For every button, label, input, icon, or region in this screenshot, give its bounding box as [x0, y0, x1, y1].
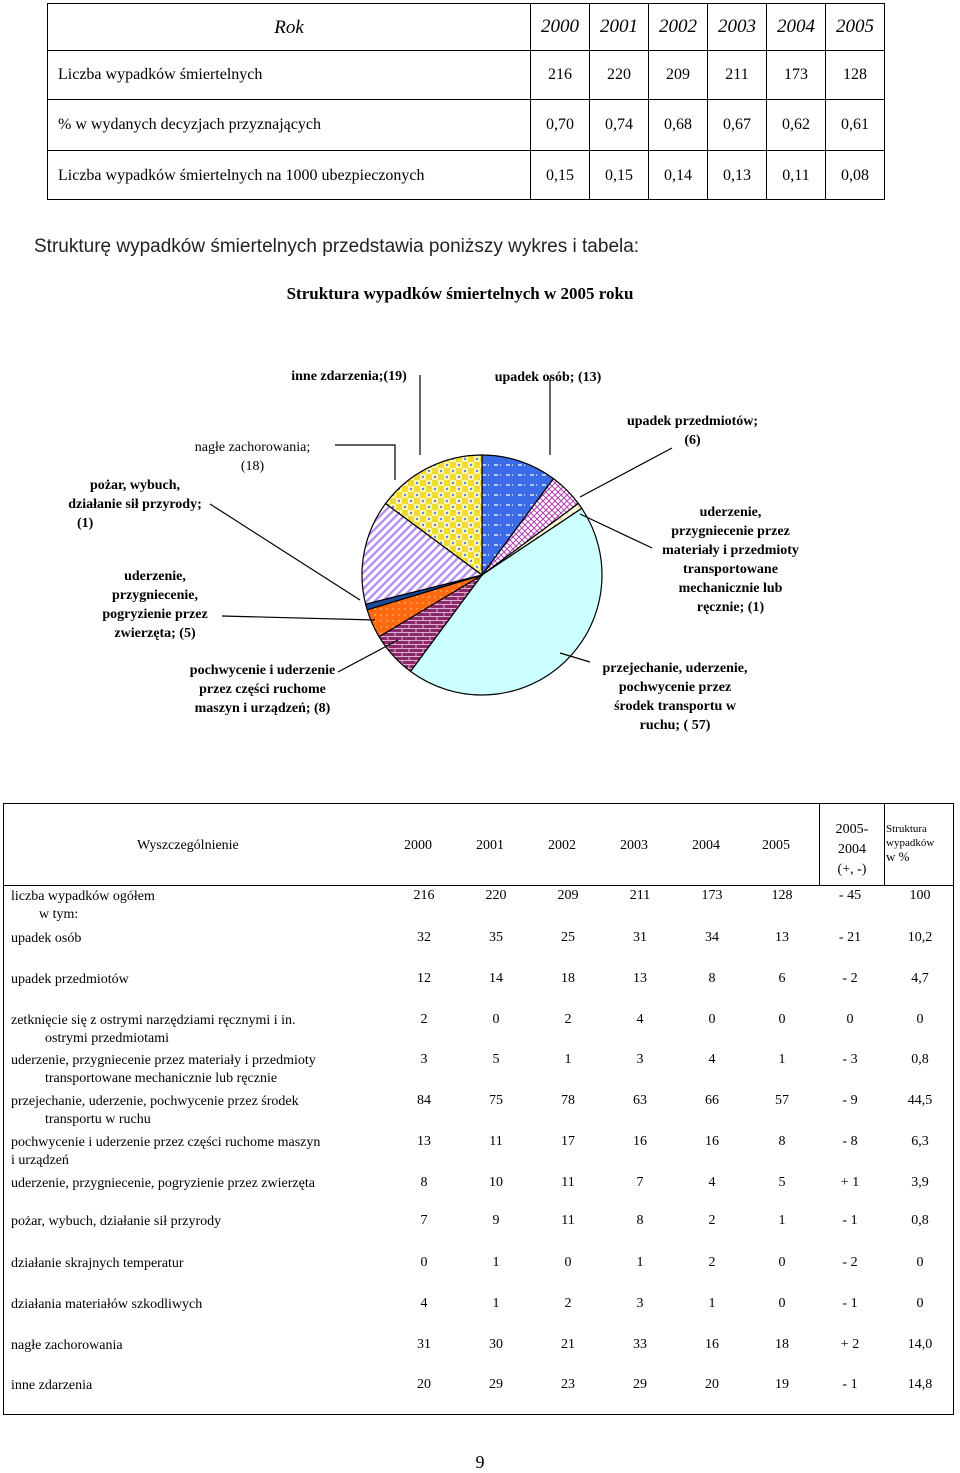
table-cell: 29 — [489, 1377, 503, 1392]
row-label-line: pochwycenie i uderzenie przez części ruchome maszyn — [11, 1135, 321, 1150]
table-cell: 2 — [420, 1012, 428, 1027]
table-cell: 0,68 — [649, 100, 708, 151]
table-cell: 0 — [420, 1255, 428, 1270]
row-label — [11, 1012, 296, 1048]
table-cell: 220 — [590, 51, 649, 100]
row-label — [11, 1296, 202, 1314]
table-cell: 1 — [492, 1255, 500, 1270]
table-cell: 0,67 — [708, 100, 767, 151]
table-cell: 1 — [778, 1052, 786, 1067]
table-cell: 31 — [633, 930, 647, 945]
table-cell: 35 — [489, 930, 503, 945]
table-cell: 2 — [708, 1255, 716, 1270]
table-cell: 211 — [629, 888, 651, 903]
table-cell: 4 — [708, 1175, 716, 1190]
label-text: zwierzęta; (5) — [114, 626, 196, 641]
table-cell: - 21 — [838, 930, 862, 945]
table-cell: 2 — [564, 1012, 572, 1027]
year-header: 2002 — [649, 4, 708, 51]
table-cell: 216 — [413, 888, 435, 903]
label-text: przygniecenie, — [112, 588, 198, 603]
label-inne — [274, 367, 424, 386]
table-cell: 18 — [561, 971, 575, 986]
table-cell: 12 — [417, 971, 431, 986]
table-cell: 128 — [826, 51, 885, 100]
year-header: 2000 — [404, 838, 432, 853]
table-cell: 0 — [916, 1296, 924, 1311]
label-text: ruchu; ( 57) — [639, 718, 711, 733]
table-cell: 16 — [705, 1134, 719, 1149]
table-cell: 25 — [561, 930, 575, 945]
table-cell: 10,2 — [907, 930, 933, 945]
table-cell: 33 — [633, 1337, 647, 1352]
row-label-line: transportowane mechanicznie lub ręcznie — [45, 1071, 278, 1086]
header-text: w % — [886, 849, 910, 864]
leader-line — [210, 504, 360, 600]
table-cell: 11 — [489, 1134, 503, 1149]
table-cell: 57 — [775, 1093, 789, 1108]
table-cell: 8 — [420, 1175, 428, 1190]
row-label-line: liczba wypadków ogółem — [11, 889, 155, 904]
row-label: Liczba wypadków śmiertelnych na 1000 ubezpieczonych — [48, 151, 531, 200]
table-cell: 10 — [489, 1175, 503, 1190]
table-cell: 11 — [561, 1175, 575, 1190]
table-cell: 9 — [492, 1213, 500, 1228]
table-cell: 100 — [909, 888, 931, 903]
table-cell: 209 — [649, 51, 708, 100]
table-cell: - 8 — [842, 1134, 858, 1149]
header-text: (+, -) — [837, 862, 867, 877]
year-header: 2004 — [767, 4, 826, 51]
table-cell: 13 — [775, 930, 789, 945]
year-header: 2004 — [692, 838, 720, 853]
label-text: pochwycenie i uderzenie — [189, 663, 336, 678]
table-cell: 220 — [485, 888, 507, 903]
label-text: działanie sił przyrody; — [68, 497, 202, 512]
table-cell: 30 — [489, 1337, 503, 1352]
row-label-line: nagłe zachorowania — [11, 1338, 123, 1353]
label-text: inne zdarzenia;(19) — [291, 369, 407, 384]
row-label-line: transportu w ruchu — [45, 1112, 151, 1127]
table-cell: 128 — [771, 888, 793, 903]
table-cell: 14,0 — [907, 1337, 933, 1352]
table-cell: 1 — [564, 1052, 572, 1067]
row-label — [11, 888, 155, 924]
row-label: % w wydanych decyzjach przyznających — [48, 100, 531, 151]
label-text: przygniecenie przez — [671, 524, 790, 539]
label-text: (6) — [684, 433, 701, 448]
label-nagle-zachorowania — [175, 438, 330, 476]
label-text: mechanicznie lub — [678, 581, 783, 596]
table-cell: 2 — [564, 1296, 572, 1311]
table-cell: 13 — [417, 1134, 431, 1149]
row-label-line: w tym: — [39, 907, 79, 922]
table-cell: - 2 — [842, 1255, 858, 1270]
table-cell: 0,8 — [911, 1052, 929, 1067]
table-cell: 0,70 — [531, 100, 590, 151]
table-cell: 0 — [492, 1012, 500, 1027]
label-text: uderzenie, — [124, 569, 186, 584]
diff-header — [820, 820, 884, 880]
label-maszyny — [170, 661, 355, 718]
label-text: upadek osób; (13) — [494, 370, 602, 385]
label-text: (18) — [240, 459, 265, 474]
row-label-line: upadek osób — [11, 931, 82, 946]
leader-line — [335, 445, 395, 480]
row-label-line: działania materiałów szkodliwych — [11, 1297, 203, 1312]
column-header-label: Wyszczególnienie — [137, 838, 239, 853]
table-cell: 0 — [564, 1255, 572, 1270]
row-label — [11, 1093, 299, 1129]
table-cell: 1 — [636, 1255, 644, 1270]
label-text: pochwycenie przez — [618, 680, 732, 695]
label-pozar — [55, 476, 215, 533]
label-text: materiały i przedmioty — [662, 543, 799, 558]
table-cell: 5 — [778, 1175, 786, 1190]
table-cell: 0 — [708, 1012, 716, 1027]
table-cell: 1 — [778, 1213, 786, 1228]
table-cell: 173 — [767, 51, 826, 100]
row-label-line: uderzenie, przygniecenie przez materiały i przedmioty — [11, 1053, 316, 1068]
table-cell: 1 — [492, 1296, 500, 1311]
table-cell: 18 — [775, 1337, 789, 1352]
table-cell: 13 — [633, 971, 647, 986]
table-cell: - 1 — [842, 1213, 858, 1228]
table-cell: 0 — [916, 1012, 924, 1027]
table-cell: 8 — [778, 1134, 786, 1149]
table-cell: 20 — [417, 1377, 431, 1392]
year-header: 2000 — [531, 4, 590, 51]
label-text: ręcznie; (1) — [696, 600, 765, 615]
leader-line — [580, 448, 672, 497]
row-label-line: zetknięcie się z ostrymi narzędziami ręcznymi i in. — [11, 1013, 296, 1028]
table-cell: 0 — [778, 1296, 786, 1311]
table-cell: 32 — [417, 930, 431, 945]
table-cell: 44,5 — [907, 1093, 933, 1108]
year-header-label: Rok — [48, 4, 531, 51]
table-cell: 4 — [636, 1012, 644, 1027]
label-upadek-przedmiotow — [610, 412, 775, 450]
label-text: uderzenie, — [699, 505, 762, 520]
label-upadek-osob — [478, 368, 618, 387]
table-cell: 0,62 — [767, 100, 826, 151]
table-cell: 0 — [916, 1255, 924, 1270]
label-text: transportowane — [683, 562, 778, 577]
label-text: (1) — [77, 516, 94, 531]
table-cell: 0 — [778, 1255, 786, 1270]
table-cell: 20 — [705, 1377, 719, 1392]
row-label — [11, 1255, 184, 1273]
row-label-line: uderzenie, przygniecenie, pogryzienie przez zwierzęta — [11, 1176, 315, 1191]
table-cell: - 1 — [842, 1377, 858, 1392]
table-cell: - 3 — [842, 1052, 858, 1067]
label-text: maszyn i urządzeń; (8) — [194, 701, 331, 716]
table-cell: 3 — [420, 1052, 428, 1067]
header-text: 2004 — [838, 842, 866, 857]
table-cell: 0,13 — [708, 151, 767, 200]
table-cell: 78 — [561, 1093, 575, 1108]
table-cell: 0,08 — [826, 151, 885, 200]
row-label-line: przejechanie, uderzenie, pochwycenie przez środek — [11, 1094, 299, 1109]
table-cell: + 1 — [840, 1175, 860, 1190]
table-cell: 5 — [492, 1052, 500, 1067]
table-cell: 4,7 — [911, 971, 929, 986]
label-materialy — [643, 503, 818, 617]
row-label — [11, 1175, 315, 1193]
table-cell: 0,61 — [826, 100, 885, 151]
header-text: 2005- — [835, 822, 869, 837]
table-cell: 6 — [778, 971, 786, 986]
label-text: środek transportu w — [614, 699, 736, 714]
chart-title: Struktura wypadków śmiertelnych w 2005 roku — [286, 284, 634, 303]
table-cell: 34 — [705, 930, 719, 945]
table-cell: 6,3 — [911, 1134, 929, 1149]
table-cell: 11 — [561, 1213, 575, 1228]
table-cell: 8 — [636, 1213, 644, 1228]
label-zwierzeta — [85, 567, 225, 643]
table-cell: 19 — [775, 1377, 789, 1392]
table-cell: 0 — [846, 1012, 854, 1027]
table-cell: 23 — [561, 1377, 575, 1392]
table-cell: 2 — [708, 1213, 716, 1228]
table-cell: - 9 — [842, 1093, 858, 1108]
page-number: 9 — [475, 1452, 485, 1472]
year-header: 2003 — [708, 4, 767, 51]
year-header: 2003 — [620, 838, 648, 853]
table-cell: 1 — [708, 1296, 716, 1311]
year-header: 2005 — [826, 4, 885, 51]
table-cell: 4 — [420, 1296, 428, 1311]
header-divider — [4, 885, 953, 886]
table-cell: - 45 — [838, 888, 862, 903]
table-cell: 14,8 — [907, 1377, 933, 1392]
table-cell: 8 — [708, 971, 716, 986]
table-cell: 16 — [705, 1337, 719, 1352]
row-label-line: pożar, wybuch, działanie sił przyrody — [11, 1214, 222, 1229]
table-cell: 63 — [633, 1093, 647, 1108]
table-cell: 0,15 — [590, 151, 649, 200]
table-cell: 66 — [705, 1093, 719, 1108]
row-label — [11, 1377, 92, 1395]
table-cell: 21 — [561, 1337, 575, 1352]
row-label: Liczba wypadków śmiertelnych — [48, 51, 531, 100]
table-cell: 0 — [778, 1012, 786, 1027]
structure-header — [886, 822, 952, 864]
table-cell: 3 — [636, 1296, 644, 1311]
row-label — [11, 1213, 221, 1231]
label-text: przejechanie, uderzenie, — [602, 661, 748, 676]
table-cell: 7 — [636, 1175, 644, 1190]
leader-line — [222, 616, 375, 620]
table-cell: 31 — [417, 1337, 431, 1352]
table-cell: 3 — [636, 1052, 644, 1067]
table-cell: 3,9 — [911, 1175, 929, 1190]
row-label — [11, 930, 81, 948]
table-cell: 7 — [420, 1213, 428, 1228]
row-label-line: i urządzeń — [11, 1153, 69, 1168]
row-label — [11, 1052, 316, 1088]
year-header: 2005 — [762, 838, 790, 853]
label-transport — [575, 659, 775, 735]
table-cell: 75 — [489, 1093, 503, 1108]
label-text: przez części ruchome — [199, 682, 326, 697]
table-cell: 173 — [701, 888, 723, 903]
row-label — [11, 971, 129, 989]
table-cell: 84 — [417, 1093, 431, 1108]
table-cell: 0,11 — [767, 151, 826, 200]
header-text: wypadków — [886, 837, 935, 849]
table-cell: 209 — [557, 888, 579, 903]
label-text: nagłe zachorowania; — [194, 440, 311, 455]
table-cell: 14 — [489, 971, 503, 986]
table-cell: 29 — [633, 1377, 647, 1392]
table-cell: 0,15 — [531, 151, 590, 200]
row-label-line: działanie skrajnych temperatur — [11, 1256, 184, 1271]
column-divider — [884, 804, 885, 885]
accident-structure-table — [3, 803, 954, 1415]
row-label-line: inne zdarzenia — [11, 1378, 93, 1393]
label-text: pogryzienie przez — [102, 607, 208, 622]
intro-text: Strukturę wypadków śmiertelnych przedstawia poniższy wykres i tabela: — [34, 236, 640, 257]
table-cell: - 1 — [842, 1296, 858, 1311]
table-cell: + 2 — [840, 1337, 860, 1352]
table-cell: 216 — [531, 51, 590, 100]
year-header: 2001 — [476, 838, 504, 853]
row-label — [11, 1337, 123, 1355]
table-cell: 4 — [708, 1052, 716, 1067]
row-label-line: ostrymi przedmiotami — [45, 1031, 170, 1046]
year-header: 2001 — [590, 4, 649, 51]
row-label-line: upadek przedmiotów — [11, 972, 129, 987]
table-cell: 17 — [561, 1134, 575, 1149]
table-cell: 0,14 — [649, 151, 708, 200]
label-text: upadek przedmiotów; — [626, 414, 759, 429]
table-cell: 0,8 — [911, 1213, 929, 1228]
year-header: 2002 — [548, 838, 576, 853]
row-label — [11, 1134, 320, 1170]
label-text: pożar, wybuch, — [89, 478, 181, 493]
table-cell: 211 — [708, 51, 767, 100]
table-cell: 0,74 — [590, 100, 649, 151]
table-cell: 16 — [633, 1134, 647, 1149]
table-cell: - 2 — [842, 971, 858, 986]
header-text: Struktura — [886, 823, 927, 835]
